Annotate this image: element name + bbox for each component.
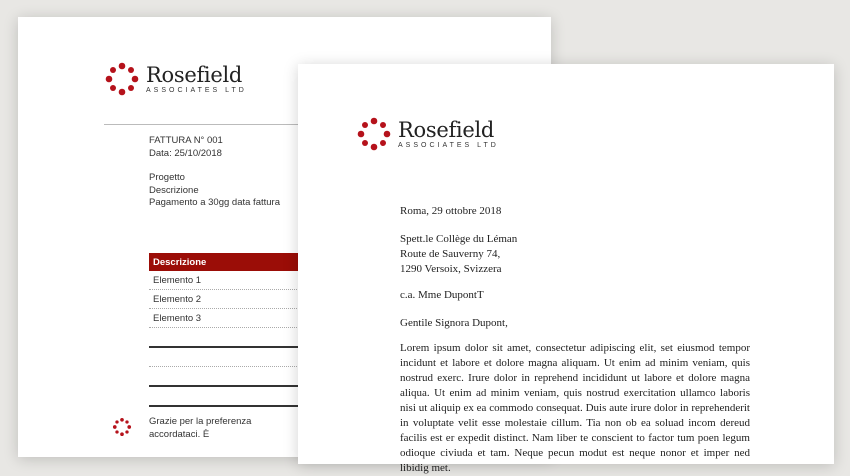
letter-sheet xyxy=(298,64,834,474)
invoice-payment: Pagamento a 30gg data fattura xyxy=(149,197,280,208)
letter-address: Spett.le Collège du Léman Route de Sauverny 74, 1290 Versoix, Svizzera xyxy=(400,233,518,275)
invoice-meta xyxy=(149,135,223,160)
letter-greeting: Gentile Signora Dupont, xyxy=(400,317,508,329)
brand-subtitle: ASSOCIATES LTD xyxy=(146,87,247,94)
invoice-logo xyxy=(104,61,247,97)
invoice-description: Descrizione xyxy=(149,184,199,196)
invoice-footer: Grazie per la preferenza accordataci. È xyxy=(149,416,252,440)
table-header: Descrizione xyxy=(149,253,569,271)
footer-logo-icon xyxy=(112,417,132,437)
letter-logo xyxy=(356,116,499,152)
invoice-number: FATTURA N° 001 xyxy=(149,135,223,146)
table-row: Elemento 3 xyxy=(149,309,569,328)
table-row: Elemento 1 xyxy=(149,271,569,290)
invoice-date: Data: 25/10/2018 xyxy=(149,147,222,159)
invoice-project: Progetto xyxy=(149,172,185,183)
letter-body: Lorem ipsum dolor sit amet, consectetur adipiscing elit, set eiusmod tempor incidunt et labore et dolore magna aliquam. Ut enim ad minim veniam, quis nostrud exerc. Irure dolor in reprehend incididunt ut labore et dolore magna aliqua. Ut enim ad minim veniam, quis nostrud exercitation ullamco laboris nisi ut aliquip ex ea commodo consequat. Duis aute irure dolor in reprehenderit in voluptate velit esse molestaie cillum. Tia non ob ea soluad incom dereud facilis est er expedit distinct. Nam liber te conscient to factor tum poen legum odioque civiuda et tam. Neque pecun modut est neque nonor et imper ned libidig met. xyxy=(400,342,750,474)
table-row: Elemento 2 xyxy=(149,290,569,309)
brand-name: Rosefield xyxy=(398,118,495,142)
letter-attention: c.a. Mme DupontT xyxy=(400,289,484,301)
brand-subtitle: ASSOCIATES LTD xyxy=(398,142,499,149)
rosefield-logo-icon xyxy=(356,116,392,152)
letter-date: Roma, 29 ottobre 2018 xyxy=(400,205,502,217)
rosefield-logo-icon xyxy=(104,61,140,97)
brand-name: Rosefield xyxy=(146,63,243,87)
invoice-details xyxy=(149,172,280,210)
